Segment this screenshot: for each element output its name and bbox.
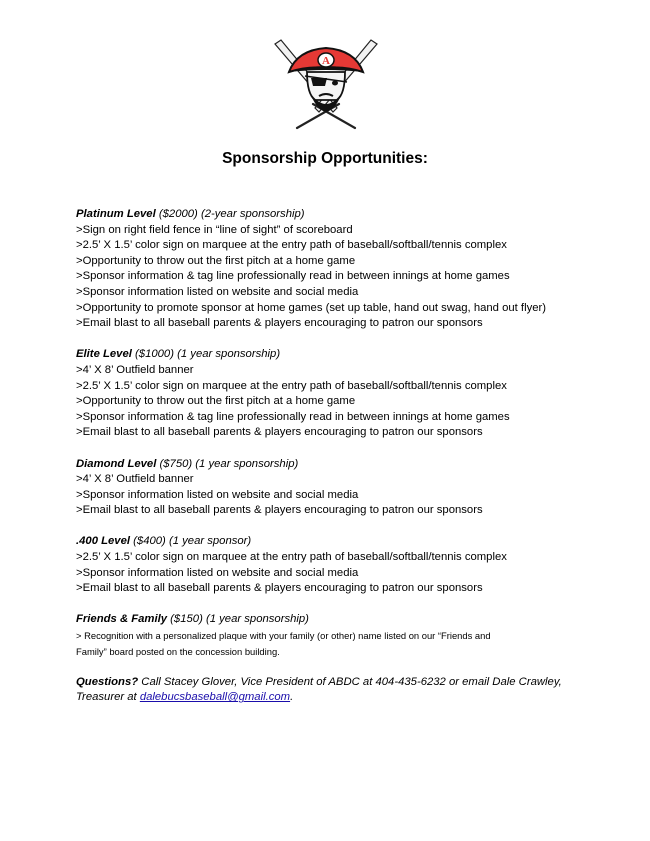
friends-note-line: Family” board posted on the concession building. bbox=[76, 645, 280, 657]
questions-text: Call Stacey Glover, Vice President of ABDC at 404-435-6232 or email Dale Crawley, bbox=[138, 675, 562, 688]
level-heading bbox=[76, 347, 596, 363]
questions-label: Questions? bbox=[76, 675, 139, 688]
level-detail: ($750) (1 year sponsorship) bbox=[156, 457, 299, 470]
level-name: Elite Level bbox=[76, 348, 132, 361]
list-item: >2.5’ X 1.5’ color sign on marquee at the entry path of baseball/softball/tennis complex bbox=[76, 239, 507, 252]
sponsorship-content bbox=[76, 207, 596, 706]
email-link[interactable]: dalebucsbaseball@gmail.com bbox=[139, 691, 291, 704]
list-item: >Sponsor information listed on website and social media bbox=[76, 285, 359, 298]
list-item: >2.5’ X 1.5’ color sign on marquee at the entry path of baseball/softball/tennis complex bbox=[76, 551, 507, 564]
level-detail: ($1000) (1 year sponsorship) bbox=[131, 348, 281, 361]
list-item: >2.5’ X 1.5’ color sign on marquee at the entry path of baseball/softball/tennis complex bbox=[76, 379, 507, 392]
list-item: >Email blast to all baseball parents & players encouraging to patron our sponsors bbox=[76, 504, 483, 517]
level-heading bbox=[76, 612, 596, 628]
page-title: Sponsorship Opportunities: bbox=[222, 150, 428, 167]
list-item: >Email blast to all baseball parents & players encouraging to patron our sponsors bbox=[76, 582, 483, 595]
questions-end: . bbox=[290, 691, 294, 704]
level-diamond bbox=[76, 457, 596, 519]
level-detail: ($150) (1 year sponsorship) bbox=[167, 613, 309, 626]
level-friends-family bbox=[76, 612, 596, 659]
list-item: >Opportunity to throw out the first pitch at a home game bbox=[76, 254, 356, 267]
level-detail: ($2000) (2-year sponsorship) bbox=[155, 208, 305, 220]
logo-letter: A bbox=[322, 55, 330, 67]
level-detail: ($400) (1 year sponsor) bbox=[130, 535, 252, 548]
list-item: >4’ X 8’ Outfield banner bbox=[76, 363, 194, 376]
level-name: Diamond Level bbox=[76, 457, 157, 470]
level-name: Friends & Family bbox=[76, 613, 168, 626]
pirate-baseball-logo-icon bbox=[267, 38, 385, 134]
list-item: >4’ X 8’ Outfield banner bbox=[76, 473, 194, 486]
list-item: >Opportunity to promote sponsor at home games (set up table, hand out swag, hand out flyer) bbox=[76, 301, 547, 314]
level-heading bbox=[76, 457, 596, 473]
list-item: >Sign on right field fence in “line of sight” of scoreboard bbox=[76, 223, 353, 236]
level-elite bbox=[76, 347, 596, 441]
questions-block bbox=[76, 675, 596, 706]
level-name: .400 Level bbox=[76, 535, 131, 548]
level-name: Platinum Level bbox=[76, 208, 156, 220]
list-item: >Sponsor information listed on website and social media bbox=[76, 488, 359, 501]
list-item: >Sponsor information & tag line professionally read in between innings at home games bbox=[76, 410, 510, 423]
list-item: >Email blast to all baseball parents & players encouraging to patron our sponsors bbox=[76, 317, 483, 330]
level-heading bbox=[76, 534, 596, 550]
list-item: >Opportunity to throw out the first pitch at a home game bbox=[76, 395, 356, 408]
list-item: >Sponsor information & tag line professionally read in between innings at home games bbox=[76, 270, 510, 283]
list-item: >Email blast to all baseball parents & players encouraging to patron our sponsors bbox=[76, 426, 483, 439]
questions-text: Treasurer at bbox=[76, 691, 140, 704]
level-400 bbox=[76, 534, 596, 596]
level-platinum bbox=[76, 207, 596, 332]
level-heading bbox=[76, 207, 596, 223]
list-item: >Sponsor information listed on website and social media bbox=[76, 566, 359, 579]
friends-note-line: > Recognition with a personalized plaque with your family (or other) name listed on our “Friends and bbox=[76, 630, 491, 642]
